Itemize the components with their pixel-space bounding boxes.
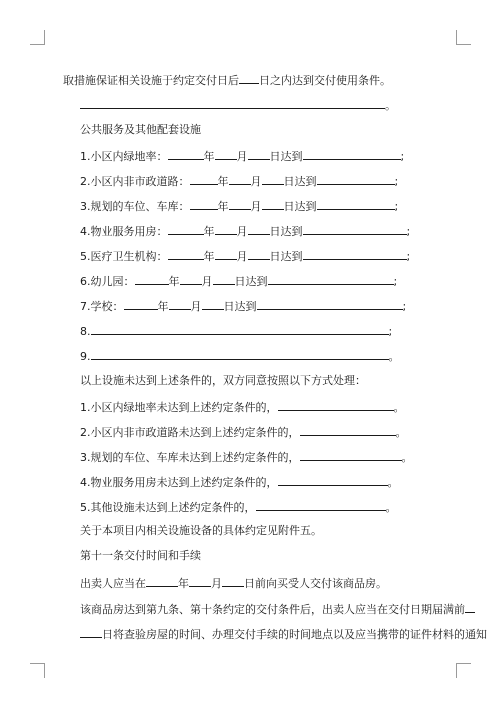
- blank-month[interactable]: [180, 273, 202, 285]
- blank-year[interactable]: [135, 273, 169, 285]
- text: 年: [203, 225, 215, 238]
- section-heading: [80, 123, 201, 137]
- text: 日达到: [269, 150, 303, 163]
- text: ;: [394, 175, 399, 188]
- facility-item-3: [80, 198, 398, 214]
- text: ;: [400, 150, 405, 163]
- text: 。: [393, 401, 405, 414]
- blank-condition[interactable]: [257, 298, 403, 310]
- blank-day[interactable]: [248, 148, 270, 160]
- attachment-note: [80, 524, 322, 538]
- handling-item-3: [80, 449, 413, 465]
- text: 日之内达到交付使用条件。: [259, 74, 391, 87]
- blank-line: [80, 97, 396, 113]
- delivery-notice-line: [80, 626, 487, 642]
- heading-text: 第十一条交付时间和手续: [80, 549, 201, 562]
- text: ;: [402, 300, 407, 313]
- blank-month[interactable]: [215, 223, 237, 235]
- blank-month[interactable]: [189, 575, 211, 587]
- handling-item-2: [80, 424, 407, 440]
- blank-day[interactable]: [262, 173, 284, 185]
- text: 。: [387, 476, 399, 489]
- text: 日达到: [234, 275, 268, 288]
- text: 月: [190, 300, 202, 313]
- text: 日达到: [283, 200, 317, 213]
- item-label: 1.小区内绿地率未达到上述约定条件的，: [80, 401, 278, 414]
- handling-item-5: [80, 499, 397, 515]
- text: ;: [394, 200, 399, 213]
- text: 。: [395, 426, 407, 439]
- text: 取措施保证相关设施于约定交付日后: [63, 74, 239, 87]
- blank-long[interactable]: [80, 97, 385, 109]
- text: 年: [168, 275, 180, 288]
- blank-handling[interactable]: [300, 424, 396, 436]
- blank-year[interactable]: [168, 248, 204, 260]
- text: 月: [236, 150, 248, 163]
- handling-item-4: [80, 474, 399, 490]
- text: 月: [201, 275, 213, 288]
- text: 日达到: [283, 175, 317, 188]
- text: 年: [217, 200, 229, 213]
- text: 月: [236, 225, 248, 238]
- delivery-condition-line: [80, 601, 475, 617]
- facility-item-4: [80, 223, 410, 239]
- blank-condition[interactable]: [303, 223, 407, 235]
- blank-long[interactable]: [91, 323, 389, 335]
- blank-handling[interactable]: [278, 399, 394, 411]
- blank-month[interactable]: [169, 298, 191, 310]
- item-label: 2.小区内非市政道路：: [80, 175, 190, 188]
- text: 。: [385, 99, 396, 112]
- blank-day[interactable]: [248, 248, 270, 260]
- item-label: 5.医疗卫生机构：: [80, 250, 168, 263]
- continuation-line: [63, 72, 391, 88]
- handling-intro: [80, 374, 366, 388]
- item-label: 7.学校：: [80, 300, 124, 313]
- facility-item-5: [80, 248, 410, 264]
- blank-day[interactable]: [262, 198, 284, 210]
- blank-day[interactable]: [213, 273, 235, 285]
- blank-days-before[interactable]: [465, 601, 475, 613]
- text: ;: [406, 250, 411, 263]
- item-label: 8.: [80, 325, 91, 338]
- text: 年: [203, 150, 215, 163]
- text: ;: [388, 325, 393, 338]
- facility-item-1: [80, 148, 404, 164]
- text: 。: [385, 501, 397, 514]
- text: 日前向买受人交付该商品房。: [244, 577, 387, 590]
- blank-year[interactable]: [168, 223, 204, 235]
- blank-year[interactable]: [190, 173, 218, 185]
- facility-item-6: [80, 273, 397, 289]
- blank-year[interactable]: [190, 198, 218, 210]
- blank-condition[interactable]: [303, 248, 407, 260]
- blank-day[interactable]: [222, 575, 244, 587]
- item-label: 4.物业服务用房：: [80, 225, 168, 238]
- text: 年: [217, 175, 229, 188]
- text: 月: [250, 175, 262, 188]
- blank-condition[interactable]: [317, 173, 395, 185]
- text: 。: [401, 451, 413, 464]
- text: 该商品房达到第九条、第十条约定的交付条件后，出卖人应当在交付日期届满前: [80, 603, 465, 616]
- item-label: 6.幼儿园：: [80, 275, 135, 288]
- handling-item-1: [80, 399, 405, 415]
- blank-year[interactable]: [168, 148, 204, 160]
- text: 出卖人应当在: [80, 577, 146, 590]
- facility-item-2: [80, 173, 398, 189]
- text: 以上设施未达到上述条件的，双方同意按照以下方式处理：: [80, 374, 366, 387]
- item-label: 4.物业服务用房未达到上述约定条件的，: [80, 476, 278, 489]
- text: 日达到: [223, 300, 257, 313]
- blank-day[interactable]: [248, 223, 270, 235]
- blank-handling[interactable]: [278, 474, 388, 486]
- text: 日达到: [269, 250, 303, 263]
- text: 日达到: [269, 225, 303, 238]
- text: 年: [203, 250, 215, 263]
- blank-month[interactable]: [229, 198, 251, 210]
- blank-year[interactable]: [146, 575, 178, 587]
- facility-item-7: [80, 298, 406, 314]
- article-11-heading: [80, 549, 201, 563]
- item-label: 1.小区内绿地率：: [80, 150, 168, 163]
- item-label: 3.规划的车位、车库未达到上述约定条件的，: [80, 451, 300, 464]
- item-label: 5.其他设施未达到上述约定条件的，: [80, 501, 256, 514]
- text: 月: [250, 200, 262, 213]
- text: 日将查验房屋的时间、办理交付手续的时间地点以及应当携带的证件材料的通知: [102, 628, 487, 641]
- blank-handling[interactable]: [300, 449, 402, 461]
- facility-item-8: [80, 323, 392, 339]
- item-label: 2.小区内非市政道路未达到上述约定条件的，: [80, 426, 300, 439]
- text: 月: [236, 250, 248, 263]
- blank-days[interactable]: [80, 626, 102, 638]
- blank-day[interactable]: [202, 298, 224, 310]
- heading-text: 公共服务及其他配套设施: [80, 123, 201, 136]
- blank-month[interactable]: [229, 173, 251, 185]
- delivery-date-line: [80, 575, 387, 591]
- facility-item-9: [80, 348, 400, 364]
- blank-condition[interactable]: [268, 273, 394, 285]
- text: ;: [393, 275, 398, 288]
- crop-mark-bottom-left: [30, 663, 45, 678]
- text: 关于本项目内相关设施设备的具体约定见附件五。: [80, 524, 322, 537]
- blank-month[interactable]: [215, 148, 237, 160]
- text: 年: [178, 577, 189, 590]
- text: ;: [406, 225, 411, 238]
- blank-long[interactable]: [91, 348, 389, 360]
- crop-mark-top-right: [456, 30, 471, 45]
- blank-handling[interactable]: [256, 499, 386, 511]
- text: 。: [388, 350, 400, 363]
- item-label: 3.规划的车位、车库：: [80, 200, 190, 213]
- item-label: 9.: [80, 350, 91, 363]
- blank-year[interactable]: [124, 298, 158, 310]
- crop-mark-top-left: [30, 30, 45, 45]
- crop-mark-bottom-right: [456, 663, 471, 678]
- text: 月: [211, 577, 222, 590]
- blank-condition[interactable]: [303, 148, 401, 160]
- blank-condition[interactable]: [317, 198, 395, 210]
- text: 年: [157, 300, 169, 313]
- blank-days[interactable]: [239, 72, 259, 84]
- blank-month[interactable]: [215, 248, 237, 260]
